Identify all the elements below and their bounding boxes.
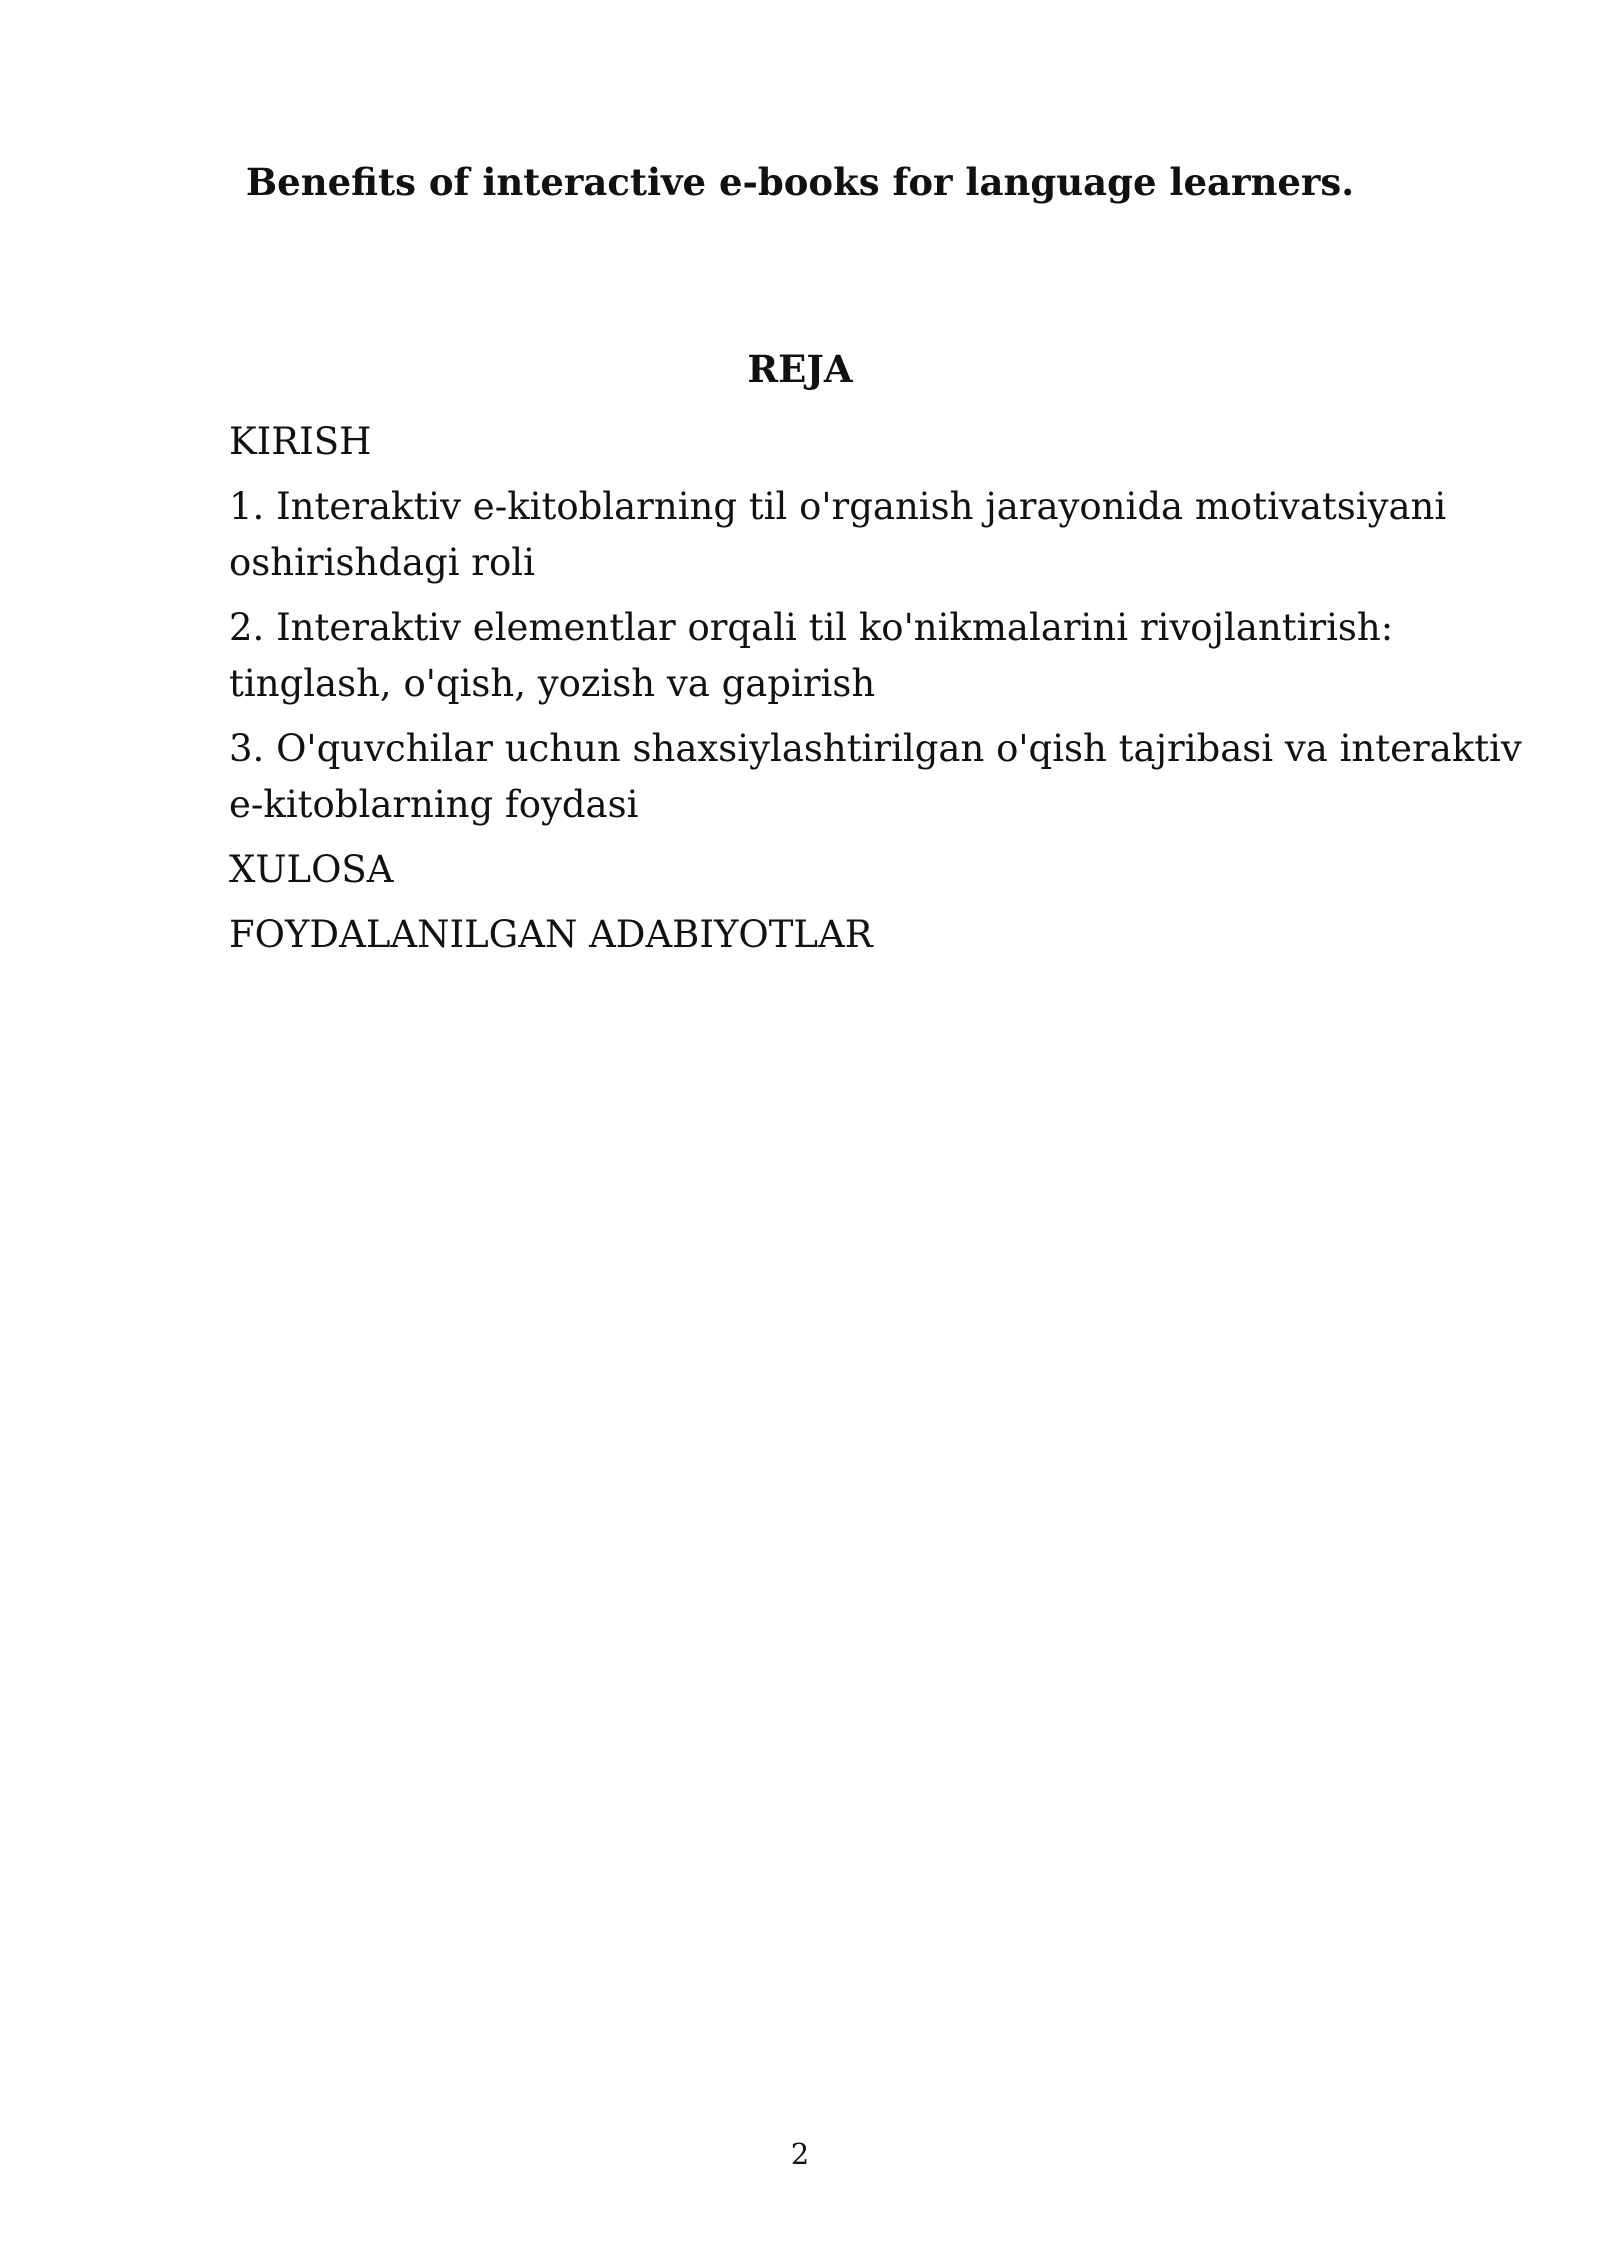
plan-item-conclusion: XULOSA — [229, 848, 394, 891]
document-title: Benefits of interactive e-books for language learners. — [245, 160, 1355, 204]
plan-item-section-1: 1. Interaktiv e-kitoblarning til o'rganish jarayonida motivatsiyani oshirishdagi roli — [229, 485, 1447, 584]
plan-item-section-2: 2. Interaktiv elementlar orqali til ko'nikmalarini rivojlantirish: tinglash, o'qish, yozish va gapirish — [229, 606, 1394, 705]
plan-heading: REJA — [747, 347, 853, 391]
plan-item-introduction: KIRISH — [229, 420, 372, 463]
plan-item-section-3: 3. O'quvchilar uchun shaxsiylashtirilgan o'qish tajribasi va interaktiv e-kitoblarning foydasi — [229, 727, 1522, 826]
page-number: 2 — [790, 2137, 810, 2171]
plan-item-references: FOYDALANILGAN ADABIYOTLAR — [229, 913, 873, 956]
plan-list — [229, 414, 1529, 972]
